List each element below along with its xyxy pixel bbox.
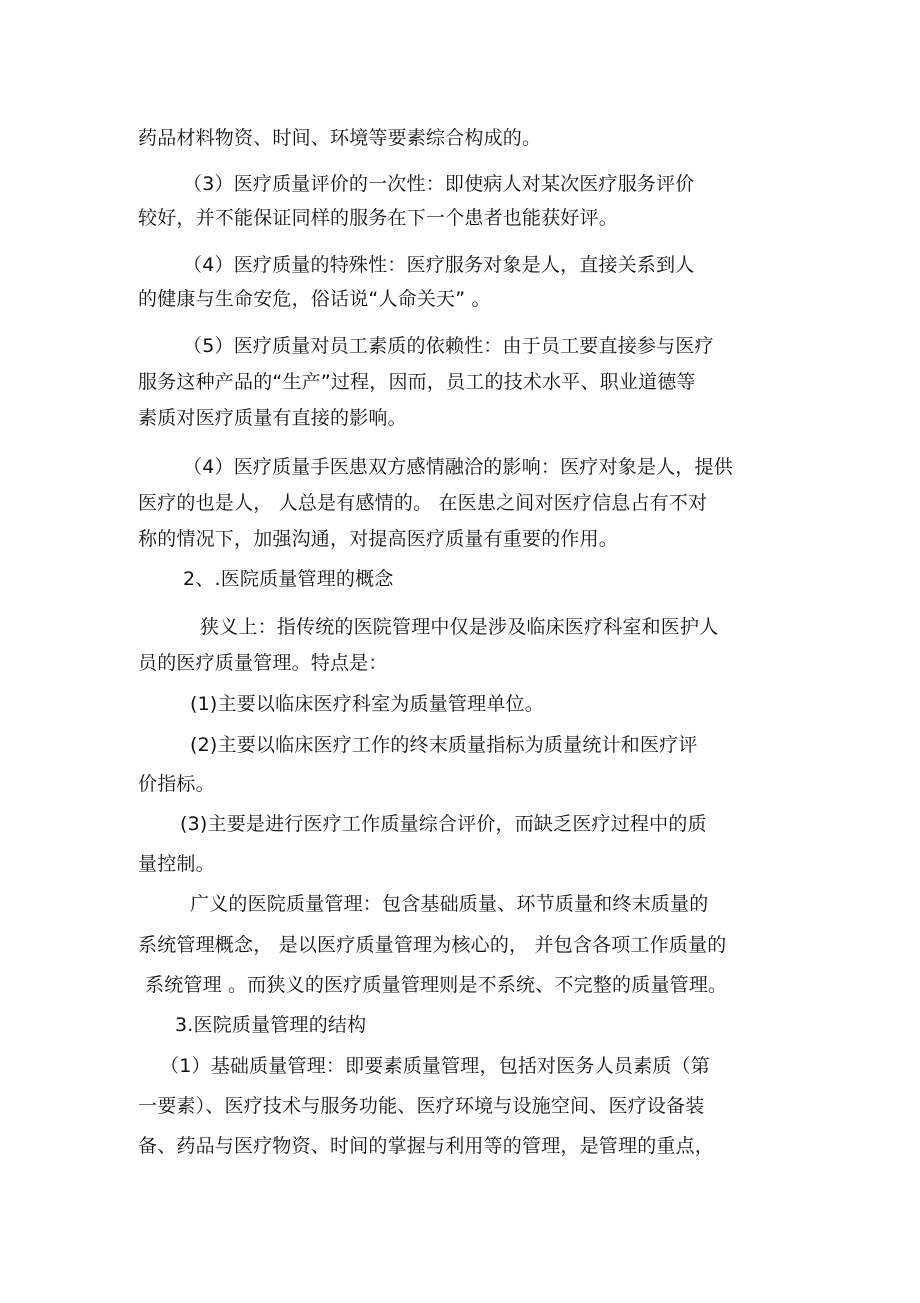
text-line: 一要素）、医疗技术与服务功能、医疗环境与设施空间、医疗设备装 (138, 1095, 705, 1117)
text-line: 备、药品与医疗物资、时间的掌握与利用等的管理，是管理的重点， (138, 1135, 715, 1157)
text-line: 量控制。 (138, 853, 215, 875)
text-line: 医疗的也是人， 人总是有感情的。 在医患之间对医疗信息占有不对 (138, 492, 708, 514)
text-line: 价指标。 (138, 773, 215, 795)
text-line: 较好，并不能保证同样的服务在下一个患者也能获好评。 (138, 207, 619, 229)
text-line: (1)主要以临床医疗科室为质量管理单位。 (190, 693, 544, 715)
section-heading: 2、.医院质量管理的概念 (183, 568, 394, 590)
text-line: 服务这种产品的“生产”过程，因而，员工的技术水平、职业道德等 (138, 371, 696, 393)
text-line: 称的情况下，加强沟通，对提高医疗质量有重要的作用。 (138, 528, 619, 550)
text-line: （4）医疗质量的特殊性：医疗服务对象是人，直接关系到人 (183, 254, 695, 276)
text-line: 的健康与生命安危，俗话说“人命关天” 。 (138, 288, 491, 310)
text-line: （1）基础质量管理：即要素质量管理，包括对医务人员素质（第 (160, 1055, 710, 1077)
text-line: （3）医疗质量评价的一次性：即使病人对某次医疗服务评价 (183, 173, 695, 195)
text-line: （5）医疗质量对员工素质的依赖性：由于员工要直接参与医疗 (183, 335, 714, 357)
text-line: (2)主要以临床医疗工作的终末质量指标为质量统计和医疗评 (190, 734, 698, 756)
text-line: 系统管理 。而狭义的医疗质量管理则是不系统、不完整的质量管理。 (145, 974, 728, 996)
section-heading: 3.医院质量管理的结构 (175, 1014, 367, 1036)
text-line: 狭义上：指传统的医院管理中仅是涉及临床医疗科室和医护人 (200, 616, 719, 638)
text-line: 药品材料物资、时间、环境等要素综合构成的。 (138, 127, 542, 149)
text-line: 广义的医院质量管理：包含基础质量、环节质量和终末质量的 (190, 893, 709, 915)
text-line: 员的医疗质量管理。特点是： (138, 652, 388, 674)
text-line: （4）医疗质量手医患双方感情融洽的影响：医疗对象是人，提供 (183, 456, 733, 478)
text-line: (3)主要是进行医疗工作质量综合评价，而缺乏医疗过程中的质 (180, 813, 707, 835)
text-line: 素质对医疗质量有直接的影响。 (138, 407, 407, 429)
text-line: 系统管理概念， 是以医疗质量管理为核心的， 并包含各项工作质量的 (138, 934, 727, 956)
